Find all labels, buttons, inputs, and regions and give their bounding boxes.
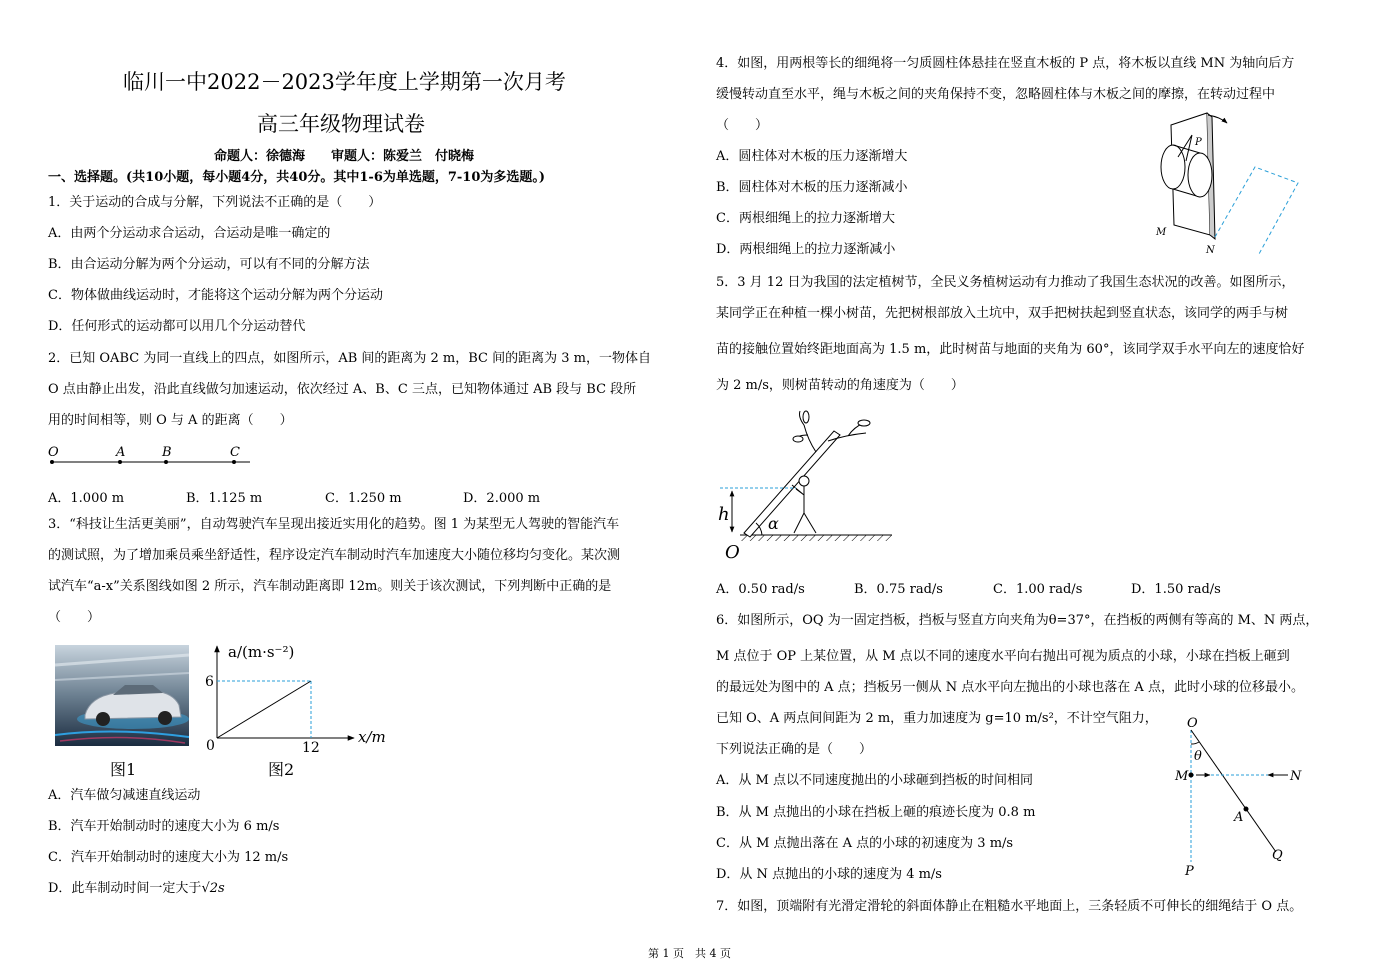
baffle-diagram xyxy=(1168,712,1308,882)
figure-2-label: 图2 xyxy=(268,760,295,779)
figure-1-label: 图1 xyxy=(110,760,137,779)
q2-line-2: O 点由静止出发，沿此直线做匀加速运动，依次经过 A、B、C 三点，已知物体通过 AB 段与 BC 段所 xyxy=(48,382,637,397)
x-axis-label: x/m xyxy=(358,728,386,746)
q6-line-5: 下列说法正确的是（ ） xyxy=(716,742,873,757)
q3-option-d xyxy=(48,882,225,896)
q2-line-diagram xyxy=(44,444,264,472)
q4-option-c: C．两根细绳上的拉力逐渐增大 xyxy=(716,211,895,226)
q5-line-4: 为 2 m/s，则树苗转动的角速度为（ ） xyxy=(716,378,964,393)
point-n-label: N xyxy=(1290,769,1302,784)
point-a-label: A xyxy=(1234,810,1244,825)
angle-theta-label: θ xyxy=(1194,749,1202,764)
q3-line-2: 的测试照，为了增加乘员乘坐舒适性，程序设定汽车制动时汽车加速度大小随位移均匀变化。某次测 xyxy=(48,548,621,563)
q6-line-2: M 点位于 OP 上某位置，从 M 点以不同的速度水平向右抛出可视为质点的小球，小球在挡板上砸到 xyxy=(716,649,1290,664)
q2-line-3: 用的时间相等，则 O 与 A 的距离（ ） xyxy=(48,413,293,428)
q4-line-2: 缓慢转动直至水平，绳与木板之间的夹角保持不变，忽略圆柱体与木板之间的摩擦，在转动过程中 xyxy=(716,87,1276,102)
x-tick-12: 12 xyxy=(302,740,320,756)
point-o-label: O xyxy=(48,445,59,460)
q4-line-1: 4．如图，用两根等长的细绳将一匀质圆柱体悬挂在竖直木板的 P 点，将木板以直线 MN 为轴向后方 xyxy=(716,56,1295,71)
q6-option-b: B．从 M 点抛出的小球在挡板上砸的痕迹长度为 0.8 m xyxy=(716,805,1036,820)
authors-line: 命题人：徐德海 审题人：陈爱兰 付晓梅 xyxy=(214,149,475,164)
pivot-o-label: O xyxy=(725,542,740,563)
point-m-label: M xyxy=(1156,227,1167,238)
point-q-label: Q xyxy=(1272,848,1283,863)
q1-stem: 1．关于运动的合成与分解，下列说法不正确的是（ ） xyxy=(48,195,382,210)
car-photo xyxy=(55,645,189,746)
q4-option-d: D．两根细绳上的拉力逐渐减小 xyxy=(716,242,896,257)
q3-option-d-text: D．此车制动时间一定大于 xyxy=(48,881,202,896)
q5-line-3: 苗的接触位置始终距地面高为 1.5 m，此时树苗与地面的夹角为 60°，该同学双手水平向左的速度恰好 xyxy=(716,342,1305,357)
q5-option-c: C．1.00 rad/s xyxy=(993,582,1083,597)
point-p-label: P xyxy=(1195,137,1202,148)
point-a-label: A xyxy=(116,445,126,460)
q5-option-b: B．0.75 rad/s xyxy=(854,582,943,597)
cylinder-board-diagram xyxy=(1140,105,1310,255)
height-h-label: h xyxy=(718,504,730,525)
q2-option-d: D．2.000 m xyxy=(463,491,541,506)
q1-option-d: D．任何形式的运动都可以用几个分运动替代 xyxy=(48,319,306,334)
y-tick-6: 6 xyxy=(205,674,214,690)
q6-line-1: 6．如图所示，OQ 为一固定挡板，挡板与竖直方向夹角为θ=37°，在挡板的两侧有等高的 M、N 两点， xyxy=(716,613,1319,628)
q2-option-c: C．1.250 m xyxy=(325,491,402,506)
q3-line-1: 3．“科技让生活更美丽”，自动驾驶汽车呈现出接近实用化的趋势。图 1 为某型无人驾驶的智能汽车 xyxy=(48,517,620,532)
point-n-label: N xyxy=(1206,245,1215,255)
origin-label: 0 xyxy=(206,738,215,754)
q6-option-a: A．从 M 点以不同速度抛出的小球砸到挡板的时间相同 xyxy=(716,773,1033,788)
exam-subtitle: 高三年级物理试卷 xyxy=(257,112,425,136)
graph-line xyxy=(217,681,311,738)
q3-option-b: B．汽车开始制动时的速度大小为 6 m/s xyxy=(48,819,280,834)
point-b-label: B xyxy=(162,445,172,460)
point-o-label: O xyxy=(1187,716,1198,731)
sqrt-2-seconds: √2s xyxy=(201,881,225,896)
q4-option-b: B．圆柱体对木板的压力逐渐减小 xyxy=(716,180,908,195)
q6-option-d: D．从 N 点抛出的小球的速度为 4 m/s xyxy=(716,867,942,882)
q6-line-3: 的最远处为图中的 A 点；挡板另一侧从 N 点水平向左抛出的小球也落在 A 点，此时小球的位移最小。 xyxy=(716,680,1304,695)
q2-option-a: A．1.000 m xyxy=(48,491,125,506)
q3-line-3: 试汽车“a-x”关系图线如图 2 所示，汽车制动距离即 12m。则关于该次测试，下列判断中正确的是 xyxy=(48,579,612,594)
q7-line-1: 7．如图，顶端附有光滑定滑轮的斜面体静止在粗糙水平地面上，三条轻质不可伸长的细绳结于 O 点。 xyxy=(716,899,1303,914)
q2-option-b: B．1.125 m xyxy=(186,491,263,506)
q3-line-4: （ ） xyxy=(48,610,101,625)
q4-line-3: （ ） xyxy=(716,118,769,133)
q1-option-c: C．物体做曲线运动时，才能将这个运动分解为两个分运动 xyxy=(48,288,383,303)
section-heading: 一、选择题。(共10小题，每小题4分，共40分。其中1-6为单选题，7-10为多选题。) xyxy=(48,170,546,185)
q5-option-a: A．0.50 rad/s xyxy=(716,582,805,597)
y-axis-label: a/(m·s⁻²) xyxy=(228,643,295,661)
q4-option-a: A．圆柱体对木板的压力逐渐增大 xyxy=(716,149,908,164)
page-footer: 第 1 页 共 4 页 xyxy=(648,947,731,960)
q5-line-1: 5．3 月 12 日为我国的法定植树节，全民义务植树运动有力推动了我国生态状况的改善。如图所示， xyxy=(716,275,1295,290)
q5-option-d: D．1.50 rad/s xyxy=(1131,582,1221,597)
q1-option-b: B．由合运动分解为两个分运动，可以有不同的分解方法 xyxy=(48,257,370,272)
q3-option-c: C．汽车开始制动时的速度大小为 12 m/s xyxy=(48,850,289,865)
q6-option-c: C．从 M 点抛出落在 A 点的小球的初速度为 3 m/s xyxy=(716,836,1014,851)
ax-graph xyxy=(200,638,395,758)
q3-option-a: A．汽车做匀减速直线运动 xyxy=(48,788,201,803)
exam-title: 临川一中2022－2023学年度上学期第一次月考 xyxy=(123,70,566,94)
angle-alpha-label: α xyxy=(768,514,779,533)
q2-line-1: 2．已知 OABC 为同一直线上的四点，如图所示，AB 间的距离为 2 m，BC 间的距离为 3 m，一物体自 xyxy=(48,351,651,366)
q1-option-a: A．由两个分运动求合运动，合运动是唯一确定的 xyxy=(48,226,331,241)
q6-line-4: 已知 O、A 两点间间距为 2 m，重力加速度为 g=10 m/s²，不计空气阻力， xyxy=(716,711,1158,726)
point-m-label: M xyxy=(1175,769,1189,784)
point-p-label: P xyxy=(1185,864,1194,879)
point-c-label: C xyxy=(230,445,240,460)
tree-planting-diagram xyxy=(716,405,896,565)
q5-line-2: 某同学正在种植一棵小树苗，先把树根部放入土坑中，双手把树扶起到竖直状态，该同学的两手与树 xyxy=(716,306,1289,321)
